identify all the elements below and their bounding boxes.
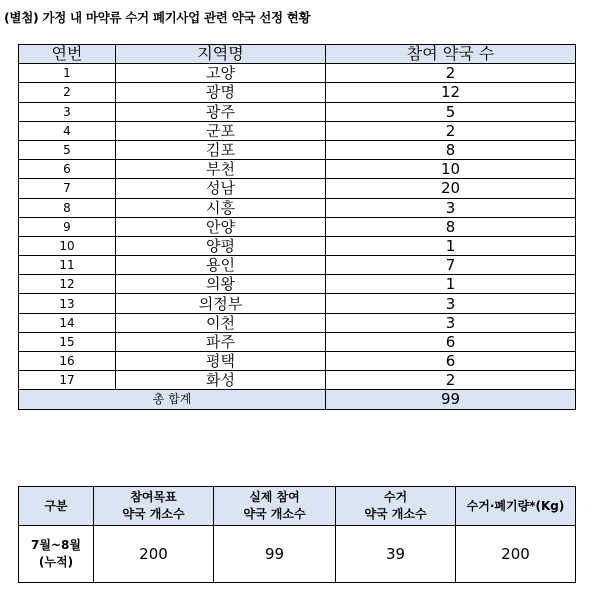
summary-header-collect-line2: 약국 개소수 — [364, 507, 427, 521]
row-region: 고양 — [116, 64, 326, 83]
summary-header-target — [94, 487, 214, 526]
row-count: 10 — [326, 160, 576, 179]
row-no: 15 — [19, 332, 116, 351]
row-region: 광주 — [116, 102, 326, 121]
row-region: 부천 — [116, 160, 326, 179]
row-no: 7 — [19, 179, 116, 198]
row-count: 1 — [326, 236, 576, 255]
row-no: 10 — [19, 236, 116, 255]
table-row — [19, 140, 576, 159]
row-no: 1 — [19, 64, 116, 83]
row-count: 2 — [326, 64, 576, 83]
summary-header-collect — [336, 487, 456, 526]
row-region: 이천 — [116, 313, 326, 332]
summary-target-value: 200 — [94, 526, 214, 583]
row-no: 12 — [19, 275, 116, 294]
table-row — [19, 160, 576, 179]
total-value: 99 — [326, 390, 576, 409]
table-row — [19, 121, 576, 140]
row-no: 4 — [19, 121, 116, 140]
table-row — [19, 236, 576, 255]
row-no: 17 — [19, 371, 116, 390]
total-row — [19, 390, 576, 409]
row-count: 12 — [326, 83, 576, 102]
row-region: 군포 — [116, 121, 326, 140]
header-region: 지역명 — [116, 45, 326, 64]
row-count: 6 — [326, 332, 576, 351]
row-no: 8 — [19, 198, 116, 217]
row-region: 시흥 — [116, 198, 326, 217]
table-row — [19, 217, 576, 236]
row-no: 14 — [19, 313, 116, 332]
row-region: 성남 — [116, 179, 326, 198]
row-no: 5 — [19, 140, 116, 159]
summary-period-line2: (누적) — [38, 555, 74, 569]
row-no: 9 — [19, 217, 116, 236]
summary-header-period: 구분 — [19, 487, 94, 526]
summary-header-actual — [214, 487, 336, 526]
row-no: 6 — [19, 160, 116, 179]
table-row — [19, 275, 576, 294]
page-title: (별첨) 가정 내 마약류 수거 폐기사업 관련 약국 선정 현황 — [4, 10, 311, 25]
summary-amount-value: 200 — [456, 526, 576, 583]
row-region: 양평 — [116, 236, 326, 255]
row-count: 8 — [326, 217, 576, 236]
header-no: 연번 — [19, 45, 116, 64]
table-row — [19, 332, 576, 351]
table-row — [19, 256, 576, 275]
table-row — [19, 64, 576, 83]
table-row — [19, 102, 576, 121]
table-row — [19, 294, 576, 313]
row-region: 의정부 — [116, 294, 326, 313]
pharmacy-selection-table — [18, 44, 576, 410]
table-row — [19, 83, 576, 102]
table-row — [19, 313, 576, 332]
row-count: 3 — [326, 294, 576, 313]
row-region: 김포 — [116, 140, 326, 159]
row-count: 8 — [326, 140, 576, 159]
header-count: 참여 약국 수 — [326, 45, 576, 64]
row-no: 16 — [19, 352, 116, 371]
summary-collect-value: 39 — [336, 526, 456, 583]
row-no: 13 — [19, 294, 116, 313]
row-no: 2 — [19, 83, 116, 102]
row-count: 1 — [326, 275, 576, 294]
row-count: 3 — [326, 313, 576, 332]
row-region: 파주 — [116, 332, 326, 351]
summary-data-row — [19, 526, 576, 583]
row-region: 의왕 — [116, 275, 326, 294]
table-row — [19, 352, 576, 371]
table-header-row — [19, 45, 576, 64]
summary-header-target-line2: 약국 개소수 — [122, 507, 185, 521]
row-region: 용인 — [116, 256, 326, 275]
row-region: 광명 — [116, 83, 326, 102]
summary-header-actual-line2: 약국 개소수 — [243, 507, 306, 521]
table-row — [19, 371, 576, 390]
row-count: 2 — [326, 371, 576, 390]
summary-header-actual-line1: 실제 참여 — [249, 490, 300, 504]
summary-header-amount: 수거·폐기량*(Kg) — [456, 487, 576, 526]
summary-period-line1: 7월~8월 — [31, 538, 81, 552]
row-region: 화성 — [116, 371, 326, 390]
summary-header-row — [19, 487, 576, 526]
row-region: 안양 — [116, 217, 326, 236]
total-label: 총 합계 — [19, 390, 326, 409]
row-count: 5 — [326, 102, 576, 121]
summary-period — [19, 526, 94, 583]
table-row — [19, 198, 576, 217]
summary-table — [18, 486, 576, 583]
summary-header-target-line1: 참여목표 — [130, 490, 177, 504]
summary-actual-value: 99 — [214, 526, 336, 583]
row-count: 2 — [326, 121, 576, 140]
row-count: 3 — [326, 198, 576, 217]
row-count: 20 — [326, 179, 576, 198]
summary-header-collect-line1: 수거 — [383, 490, 408, 504]
table-row — [19, 179, 576, 198]
row-count: 6 — [326, 352, 576, 371]
row-no: 11 — [19, 256, 116, 275]
row-no: 3 — [19, 102, 116, 121]
row-count: 7 — [326, 256, 576, 275]
row-region: 평택 — [116, 352, 326, 371]
